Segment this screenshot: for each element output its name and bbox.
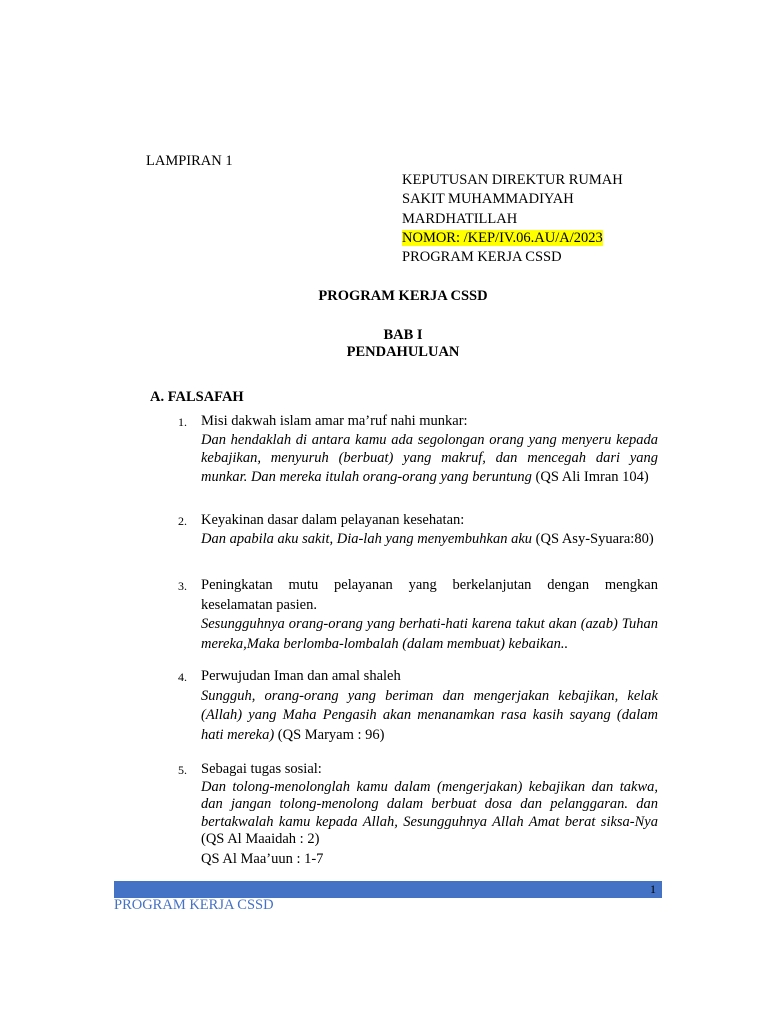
list-number: 5. [178, 763, 187, 777]
list-item [178, 511, 658, 548]
footer-bar [114, 881, 662, 898]
item-reference: (QS Ali Imran 104) [531, 468, 649, 485]
decree-line: MARDHATILLAH [402, 210, 518, 227]
item-lead: Perwujudan Iman dan amal shaleh [201, 668, 401, 684]
decree-block [402, 171, 623, 267]
lampiran-label: LAMPIRAN 1 [146, 153, 233, 169]
list-number: 1. [178, 415, 187, 429]
list-number: 2. [178, 514, 187, 528]
item-quote: Dan hendaklah di antara kamu ada segolongan orang yang menyeru kepada kebajikan, menyuruh (berbuat) yang makruf, dan mencegah dari yang munkar. Dan mereka itulah orang-orang yang beruntung [201, 431, 658, 485]
list-number: 3. [178, 579, 187, 593]
item-reference: (QS Maryam : 96) [274, 726, 385, 743]
document-title: PROGRAM KERJA CSSD [318, 288, 488, 304]
page-number: 1 [650, 882, 656, 896]
footer-title: PROGRAM KERJA CSSD [114, 897, 274, 913]
additional-reference: QS Al Maa’uun : 1-7 [201, 851, 324, 867]
item-lead: Keyakinan dasar dalam pelayanan kesehatan: [201, 512, 465, 528]
decree-line: KEPUTUSAN DIREKTUR RUMAH [402, 172, 623, 188]
item-quote: Sungguh, orang-orang yang beriman dan mengerjakan kebajikan, kelak (Allah) yang Maha Pengasih akan menanamkan rasa kasih sayang (dalam hati mereka) [201, 687, 658, 743]
decree-line: SAKIT MUHAMMADIYAH [402, 191, 574, 208]
decree-number-highlight: NOMOR: /KEP/IV.06.AU/A/2023 [402, 229, 603, 246]
section-heading: A. FALSAFAH [150, 389, 244, 405]
item-reference: (QS Asy-Syuara:80) [532, 530, 654, 547]
item-reference: (QS Al Maaidah : 2) [201, 831, 320, 847]
item-lead: Peningkatan mutu pelayanan yang berkelanjutan dengan mengkan keselamatan pasien. [201, 577, 658, 613]
list-item [178, 412, 658, 486]
item-lead: Sebagai tugas sosial: [201, 761, 322, 777]
item-lead: Misi dakwah islam amar ma’ruf nahi munkar: [201, 413, 468, 429]
decree-program: PROGRAM KERJA CSSD [402, 249, 562, 266]
chapter-number: BAB I [383, 327, 423, 343]
list-item [178, 667, 658, 745]
item-quote: Sesungguhnya orang-orang yang berhati-hati karena takut akan (azab) Tuhan mereka,Maka berlomba-lombalah (dalam membuat) kebaikan.. [201, 616, 658, 652]
item-quote: Dan apabila aku sakit, Dia-lah yang menyembuhkan aku [201, 530, 533, 547]
list-item [178, 761, 658, 849]
list-item [178, 576, 658, 654]
item-quote: Dan tolong-menolonglah kamu dalam (mengerjakan) kebajikan dan takwa, dan jangan tolong-menolong dalam berbuat dosa dan pelanggaran. dan bertakwalah kamu kepada Allah, Sesungguhnya Allah Amat berat siksa-Nya [201, 778, 658, 830]
chapter-title: PENDAHULUAN [346, 344, 460, 360]
list-number: 4. [178, 670, 187, 684]
